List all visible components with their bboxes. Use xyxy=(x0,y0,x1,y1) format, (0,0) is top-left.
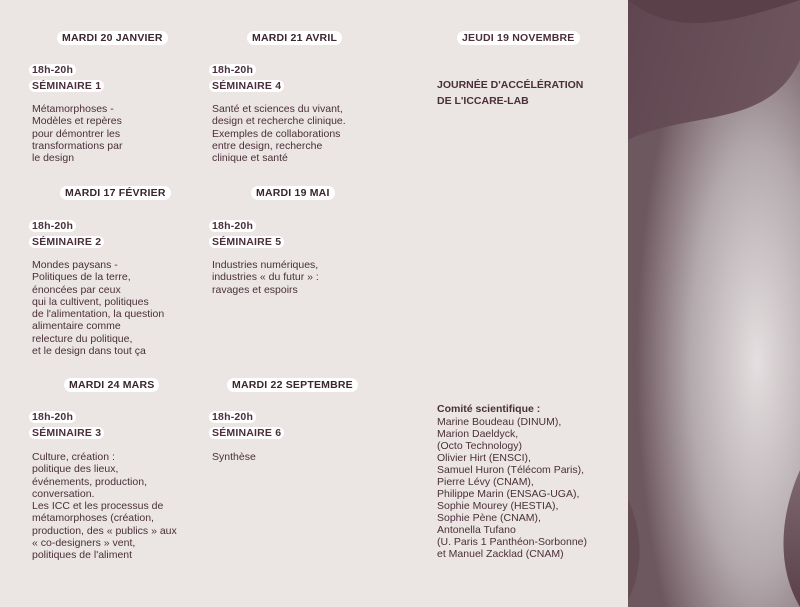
seminar-1-title: SÉMINAIRE 1 xyxy=(29,80,104,92)
seminar-2-time: 18h-20h xyxy=(29,220,76,232)
seminar-3-date: MARDI 24 MARS xyxy=(64,378,159,392)
seminar-2-description: Mondes paysans - Politiques de la terre, énoncées par ceux qui la cultivent, politiques de l'alimentation, la question alimentaire comme relecture du politique, et le design dans tout ça xyxy=(32,259,165,358)
committee-title: Comité scientifique : xyxy=(437,403,541,415)
seminar-4-time: 18h-20h xyxy=(209,64,256,76)
seminar-1-description: Métamorphoses - Modèles et repères pour démontrer les transformations par le design xyxy=(32,103,123,165)
seminar-3-time: 18h-20h xyxy=(29,411,76,423)
seminar-5-date: MARDI 19 MAI xyxy=(251,186,335,200)
seminar-4-date: MARDI 21 AVRIL xyxy=(247,31,342,45)
seminar-1-time: 18h-20h xyxy=(29,64,76,76)
seminar-2-date: MARDI 17 FÉVRIER xyxy=(60,186,171,200)
special-event-title: JOURNÉE D'ACCÉLÉRATION DE L'ICCARE-LAB xyxy=(437,79,584,107)
special-event-date: JEUDI 19 NOVEMBRE xyxy=(457,31,580,45)
committee-members: Marine Boudeau (DINUM), Marion Daeldyck, (Octo Technology) Olivier Hirt (ENSCI), Samuel Huron (Télécom Paris), Pierre Lévy (CNAM), Philippe Marin (ENSAG-UGA), Sophie Mourey (HESTIA), Sophie Pène (CNAM), Antonella Tufano (U. Paris 1 Panthéon-Sorbonne) et Manuel Zacklad (CNAM) xyxy=(437,416,587,560)
seminar-1-date: MARDI 20 JANVIER xyxy=(57,31,168,45)
seminar-3-title: SÉMINAIRE 3 xyxy=(29,427,104,439)
seminar-2-title: SÉMINAIRE 2 xyxy=(29,236,104,248)
seminar-4-description: Santé et sciences du vivant, design et recherche clinique. Exemples de collaborations entre design, recherche clinique et santé xyxy=(212,103,346,165)
seminar-5-title: SÉMINAIRE 5 xyxy=(209,236,284,248)
decorative-art-panel xyxy=(628,0,800,607)
seminar-4-title: SÉMINAIRE 4 xyxy=(209,80,284,92)
seminar-6-date: MARDI 22 SEPTEMBRE xyxy=(227,378,358,392)
seminar-6-description: Synthèse xyxy=(212,451,256,463)
seminar-5-time: 18h-20h xyxy=(209,220,256,232)
seminar-5-description: Industries numériques, industries « du futur » : ravages et espoirs xyxy=(212,259,319,296)
seminar-3-description: Culture, création : politique des lieux, événements, production, conversation. Les ICC et les processus de métamorphoses (création, production, des « publics » aux « co-designers » vent, politiques de l'aliment xyxy=(32,451,177,562)
abstract-shape-illustration xyxy=(628,0,800,607)
seminar-6-time: 18h-20h xyxy=(209,411,256,423)
seminar-6-title: SÉMINAIRE 6 xyxy=(209,427,284,439)
